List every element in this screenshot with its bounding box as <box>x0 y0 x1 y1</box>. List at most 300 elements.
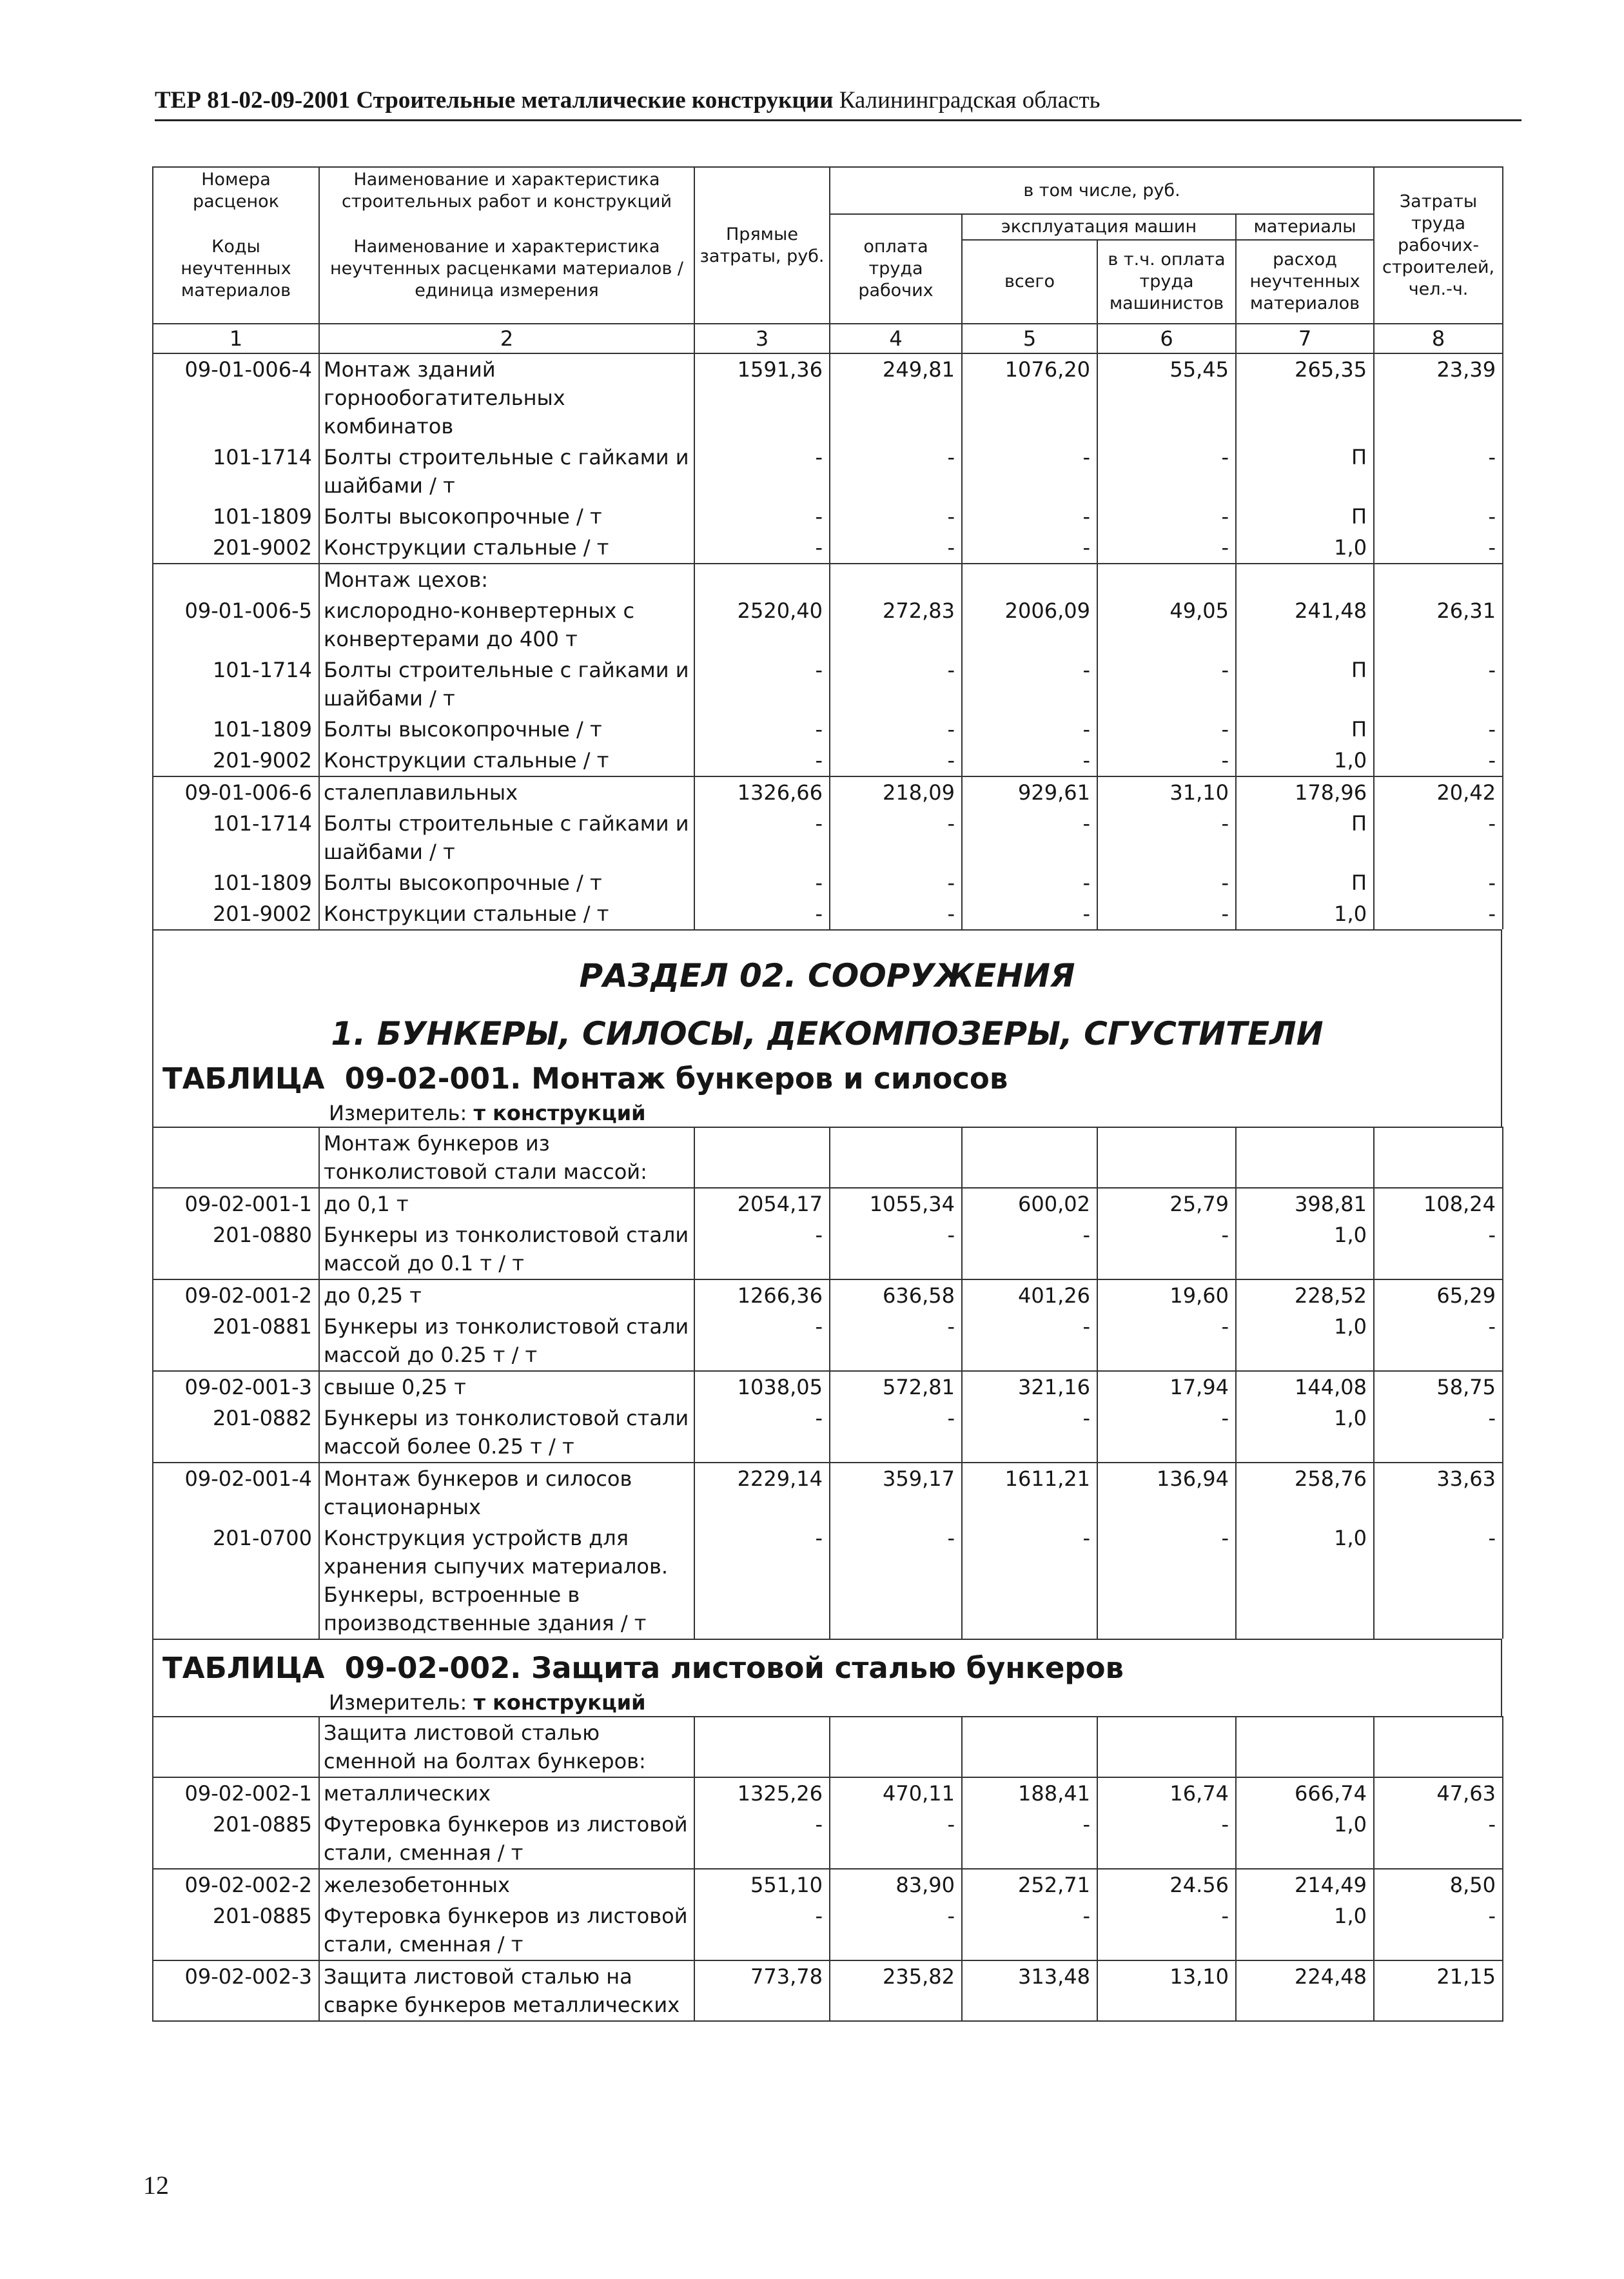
cost-value: - <box>962 1219 1097 1279</box>
cost-value: - <box>830 1219 962 1279</box>
cost-value: - <box>1374 532 1503 564</box>
rate-name: Монтаж бункеров и силосов стационарных <box>319 1463 694 1523</box>
cost-value: 249,81 <box>830 353 962 442</box>
cost-value: - <box>830 655 962 714</box>
table-row <box>153 745 1503 776</box>
rate-code: 09-02-001-4 <box>153 1463 319 1523</box>
column-index: 5 <box>962 324 1097 353</box>
cost-value: - <box>694 1809 830 1869</box>
cost-value: 235,82 <box>830 1960 962 2021</box>
cost-value: - <box>694 1219 830 1279</box>
column-index: 6 <box>1097 324 1236 353</box>
cost-value: - <box>1374 745 1503 776</box>
cost-value: 26,31 <box>1374 595 1503 655</box>
cost-value: - <box>1374 501 1503 532</box>
cost-value: 600,02 <box>962 1188 1097 1219</box>
cost-value: - <box>1097 808 1236 867</box>
rate-code: 09-01-006-4 <box>153 353 319 442</box>
cost-value: - <box>830 714 962 745</box>
rate-name: Монтаж зданий горнообогатительных комбинатов <box>319 353 694 442</box>
meter-label: Измеритель: <box>329 1101 467 1125</box>
cost-value: 321,16 <box>962 1371 1097 1403</box>
table-row <box>153 1127 1503 1188</box>
table-row <box>153 564 1503 595</box>
cost-value: 218,09 <box>830 776 962 808</box>
rate-code: 201-0882 <box>153 1403 319 1463</box>
cost-value: - <box>1374 714 1503 745</box>
cost-value: - <box>1097 1809 1236 1869</box>
cost-value: - <box>1374 808 1503 867</box>
cost-value <box>1236 564 1374 595</box>
cost-value: П <box>1236 655 1374 714</box>
cost-value: 1,0 <box>1236 898 1374 929</box>
cost-value: - <box>1097 501 1236 532</box>
cost-value: - <box>962 501 1097 532</box>
cost-value: 47,63 <box>1374 1777 1503 1809</box>
cost-value: - <box>1097 1900 1236 1960</box>
cost-value <box>1236 1127 1374 1188</box>
cost-value: - <box>1374 1311 1503 1371</box>
col-head-2-top: Наименование и характеристика строительных работ и конструкций <box>319 167 694 214</box>
rates-table-frame <box>152 166 1502 2022</box>
cost-value: 313,48 <box>962 1960 1097 2021</box>
rate-name: металлических <box>319 1777 694 1809</box>
cost-value <box>1097 564 1236 595</box>
cost-value: 398,81 <box>1236 1188 1374 1219</box>
cost-value: 258,76 <box>1236 1463 1374 1523</box>
rate-name: Конструкция устройств для хранения сыпучих материалов. Бункеры, встроенные в производственные здания / т <box>319 1523 694 1639</box>
cost-value: - <box>962 898 1097 929</box>
table-row <box>153 898 1503 929</box>
cost-value: - <box>1374 1403 1503 1463</box>
table-row <box>153 655 1503 714</box>
rate-name: железобетонных <box>319 1869 694 1900</box>
table-row <box>153 595 1503 655</box>
rate-name: Конструкции стальные / т <box>319 532 694 564</box>
rate-code: 09-02-002-2 <box>153 1869 319 1900</box>
cost-value: - <box>830 442 962 501</box>
cost-value: 551,10 <box>694 1869 830 1900</box>
cost-value: П <box>1236 442 1374 501</box>
rate-name: Болты строительные с гайками и шайбами / т <box>319 808 694 867</box>
cost-value <box>962 1717 1097 1777</box>
rate-code: 09-02-001-1 <box>153 1188 319 1219</box>
cost-value: П <box>1236 501 1374 532</box>
cost-value: 65,29 <box>1374 1279 1503 1311</box>
cost-value: - <box>1097 1219 1236 1279</box>
cost-value: 108,24 <box>1374 1188 1503 1219</box>
cost-value <box>694 564 830 595</box>
cost-value: - <box>830 745 962 776</box>
cost-value: - <box>1374 655 1503 714</box>
cost-value: - <box>1374 867 1503 898</box>
cost-value: - <box>1097 1403 1236 1463</box>
cost-value: - <box>1097 655 1236 714</box>
cost-value: - <box>962 442 1097 501</box>
rate-code: 201-9002 <box>153 898 319 929</box>
rate-name: свыше 0,25 т <box>319 1371 694 1403</box>
cost-value: 1055,34 <box>830 1188 962 1219</box>
cost-value: - <box>694 1311 830 1371</box>
cost-value: 2229,14 <box>694 1463 830 1523</box>
cost-value: - <box>694 898 830 929</box>
table-row <box>153 808 1503 867</box>
cost-value: 1326,66 <box>694 776 830 808</box>
col-head-1-top: Номера расценок <box>153 167 319 214</box>
cost-value: 55,45 <box>1097 353 1236 442</box>
cost-value: - <box>694 867 830 898</box>
table-row <box>153 1777 1503 1809</box>
cost-value: 49,05 <box>1097 595 1236 655</box>
rate-code: 101-1714 <box>153 808 319 867</box>
meter-label: Измеритель: <box>329 1690 467 1715</box>
table-label: ТАБЛИЦА <box>162 1061 325 1096</box>
table-meter <box>153 1097 1501 1127</box>
rate-name: Болты высокопрочные / т <box>319 714 694 745</box>
rate-code <box>153 564 319 595</box>
cost-value: 241,48 <box>1236 595 1374 655</box>
cost-value: 2520,40 <box>694 595 830 655</box>
table-row <box>153 353 1503 442</box>
col-head-2-bottom: Наименование и характеристика неучтенных расценками материалов / единица измерения <box>319 214 694 324</box>
table-row <box>153 776 1503 808</box>
cost-value: - <box>830 1809 962 1869</box>
table-row <box>153 1523 1503 1639</box>
rate-name: Бункеры из тонколистовой стали массой до 0.1 т / т <box>319 1219 694 1279</box>
cost-value: 1591,36 <box>694 353 830 442</box>
table-row <box>153 1463 1503 1523</box>
table-row <box>153 501 1503 532</box>
cost-value: - <box>830 808 962 867</box>
rate-name: Монтаж бункеров из тонколистовой стали массой: <box>319 1127 694 1188</box>
header-code: ТЕР 81-02-09-2001 <box>155 87 351 113</box>
cost-value: - <box>962 1403 1097 1463</box>
cost-value: - <box>830 898 962 929</box>
cost-value: 1,0 <box>1236 532 1374 564</box>
column-index: 1 <box>153 324 319 353</box>
cost-value: П <box>1236 808 1374 867</box>
cost-value: 1611,21 <box>962 1463 1097 1523</box>
cost-value: 401,26 <box>962 1279 1097 1311</box>
table-label: ТАБЛИЦА <box>162 1651 325 1685</box>
cost-value: - <box>962 867 1097 898</box>
cost-value: 13,10 <box>1097 1960 1236 2021</box>
table-09-02-002-title <box>152 1639 1502 1716</box>
cost-value: 1,0 <box>1236 745 1374 776</box>
cost-value: - <box>1374 898 1503 929</box>
cost-value <box>1097 1127 1236 1188</box>
col-head-5: всего <box>962 240 1097 324</box>
cost-value: П <box>1236 714 1374 745</box>
cost-value: 17,94 <box>1097 1371 1236 1403</box>
cost-value: - <box>1097 898 1236 929</box>
cost-value: - <box>1097 867 1236 898</box>
cost-value: - <box>1097 745 1236 776</box>
cost-value: 144,08 <box>1236 1371 1374 1403</box>
rate-code <box>153 1717 319 1777</box>
cost-value <box>1374 564 1503 595</box>
meter-value: т конструкций <box>473 1101 646 1125</box>
cost-value: - <box>962 1900 1097 1960</box>
cost-value: - <box>962 532 1097 564</box>
cost-value: 470,11 <box>830 1777 962 1809</box>
rate-name: Монтаж цехов: <box>319 564 694 595</box>
cost-value: - <box>830 501 962 532</box>
cost-value: - <box>962 808 1097 867</box>
running-header <box>155 86 1521 121</box>
cost-value <box>1374 1127 1503 1188</box>
cost-value <box>1374 1717 1503 1777</box>
rate-name: Болты строительные с гайками и шайбами / т <box>319 655 694 714</box>
column-index: 8 <box>1374 324 1503 353</box>
cost-value <box>830 1717 962 1777</box>
cost-value: 23,39 <box>1374 353 1503 442</box>
cost-value: П <box>1236 867 1374 898</box>
table-row <box>153 532 1503 564</box>
rate-code: 09-02-001-3 <box>153 1371 319 1403</box>
cost-value: 1,0 <box>1236 1311 1374 1371</box>
cost-value: - <box>1374 442 1503 501</box>
table-09-02-001-title <box>152 1053 1502 1127</box>
table-row <box>153 867 1503 898</box>
col-head-4: оплата труда рабочих <box>830 214 962 324</box>
cost-value: - <box>694 532 830 564</box>
table-title: Монтаж бункеров и силосов <box>531 1061 1008 1096</box>
rate-code: 101-1809 <box>153 867 319 898</box>
col-head-1-bottom: Коды неучтенных материалов <box>153 214 319 324</box>
page-number: 12 <box>143 2171 169 2200</box>
table-row <box>153 1403 1503 1463</box>
cost-value: 1,0 <box>1236 1523 1374 1639</box>
cost-value <box>830 564 962 595</box>
cost-value <box>694 1127 830 1188</box>
rate-name: до 0,1 т <box>319 1188 694 1219</box>
rate-code: 09-01-006-5 <box>153 595 319 655</box>
cost-value: 1,0 <box>1236 1403 1374 1463</box>
cost-value: 1325,26 <box>694 1777 830 1809</box>
cost-value: - <box>962 745 1097 776</box>
cost-value: 228,52 <box>1236 1279 1374 1311</box>
cost-value: - <box>830 532 962 564</box>
column-index: 2 <box>319 324 694 353</box>
cost-value: - <box>830 1403 962 1463</box>
cost-value <box>962 564 1097 595</box>
table-row <box>153 1219 1503 1279</box>
col-group-machines: эксплуатация машин <box>962 214 1236 240</box>
table-09-02-001 <box>152 1127 1503 1639</box>
rate-code: 201-0880 <box>153 1219 319 1279</box>
cost-value: - <box>694 442 830 501</box>
cost-value: - <box>694 1900 830 1960</box>
rate-code: 09-01-006-6 <box>153 776 319 808</box>
table-meter <box>153 1686 1501 1716</box>
cost-value <box>1236 1717 1374 1777</box>
cost-value: 252,71 <box>962 1869 1097 1900</box>
rate-code: 201-0700 <box>153 1523 319 1639</box>
cost-value: 188,41 <box>962 1777 1097 1809</box>
cost-value: 1,0 <box>1236 1809 1374 1869</box>
table-row <box>153 1960 1503 2021</box>
cost-value: - <box>694 1523 830 1639</box>
cost-value: 1,0 <box>1236 1900 1374 1960</box>
cost-value: 666,74 <box>1236 1777 1374 1809</box>
table-row <box>153 1717 1503 1777</box>
cost-value: - <box>962 1311 1097 1371</box>
cost-value: - <box>694 808 830 867</box>
column-index: 3 <box>694 324 830 353</box>
col-head-8: Затраты труда рабочих-строителей, чел.-ч. <box>1374 167 1503 324</box>
cost-value: 2054,17 <box>694 1188 830 1219</box>
col-group-header: в том числе, руб. <box>830 167 1374 214</box>
cost-value: 773,78 <box>694 1960 830 2021</box>
rate-name: Защита листовой сталью на сварке бункеров металлических <box>319 1960 694 2021</box>
cost-value: 929,61 <box>962 776 1097 808</box>
rate-code: 09-02-001-2 <box>153 1279 319 1311</box>
cost-value: - <box>962 655 1097 714</box>
cost-value: 1266,36 <box>694 1279 830 1311</box>
rate-code: 201-9002 <box>153 745 319 776</box>
cost-value: 19,60 <box>1097 1279 1236 1311</box>
cost-value: 636,58 <box>830 1279 962 1311</box>
rate-name: Конструкции стальные / т <box>319 745 694 776</box>
col-head-3: Прямые затраты, руб. <box>694 167 830 324</box>
cost-value: 33,63 <box>1374 1463 1503 1523</box>
header-region: Калининградская область <box>839 87 1101 113</box>
rate-code: 201-0885 <box>153 1809 319 1869</box>
rate-code: 201-0885 <box>153 1900 319 1960</box>
cost-value: - <box>1097 442 1236 501</box>
col-head-6: в т.ч. оплата труда машинистов <box>1097 240 1236 324</box>
col-group-materials: материалы <box>1236 214 1374 240</box>
cost-value: - <box>962 1809 1097 1869</box>
cost-value: - <box>694 745 830 776</box>
cost-value: 178,96 <box>1236 776 1374 808</box>
cost-value: 2006,09 <box>962 595 1097 655</box>
rate-name: Футеровка бункеров из листовой стали, сменная / т <box>319 1809 694 1869</box>
rate-code: 201-9002 <box>153 532 319 564</box>
cost-value: 1038,05 <box>694 1371 830 1403</box>
section-title: РАЗДЕЛ 02. СООРУЖЕНИЯ <box>579 957 1075 994</box>
table-number: 09-02-001. <box>344 1061 522 1096</box>
col-head-7: расход неучтенных материалов <box>1236 240 1374 324</box>
table-row <box>153 1809 1503 1869</box>
rate-code: 101-1809 <box>153 501 319 532</box>
cost-value: 20,42 <box>1374 776 1503 808</box>
rate-name: Бункеры из тонколистовой стали массой до 0.25 т / т <box>319 1311 694 1371</box>
cost-value: 272,83 <box>830 595 962 655</box>
rate-code: 101-1714 <box>153 655 319 714</box>
cost-value: - <box>962 714 1097 745</box>
cost-value: - <box>830 1311 962 1371</box>
table-row <box>153 1371 1503 1403</box>
meter-value: т конструкций <box>473 1690 646 1715</box>
rate-name: Конструкции стальные / т <box>319 898 694 929</box>
table-title: Защита листовой сталью бункеров <box>531 1651 1124 1685</box>
section-subtitle: 1. БУНКЕРЫ, СИЛОСЫ, ДЕКОМПОЗЕРЫ, СГУСТИТЕЛИ <box>331 1015 1324 1052</box>
table-row <box>153 1869 1503 1900</box>
cost-value: 8,50 <box>1374 1869 1503 1900</box>
rate-code: 201-0881 <box>153 1311 319 1371</box>
rate-code: 101-1714 <box>153 442 319 501</box>
cost-value: 572,81 <box>830 1371 962 1403</box>
cost-value: - <box>1374 1900 1503 1960</box>
cost-value: - <box>830 1900 962 1960</box>
cost-value: - <box>1374 1809 1503 1869</box>
cost-value: - <box>694 655 830 714</box>
table-row <box>153 1900 1503 1960</box>
table-row <box>153 714 1503 745</box>
cost-value: 25,79 <box>1097 1188 1236 1219</box>
header-title: Строительные металлические конструкции <box>356 87 834 113</box>
rate-name: Болты высокопрочные / т <box>319 867 694 898</box>
cost-value <box>694 1717 830 1777</box>
cost-value: - <box>694 501 830 532</box>
cost-value: 265,35 <box>1236 353 1374 442</box>
cost-value: 21,15 <box>1374 1960 1503 2021</box>
table-09-02-002 <box>152 1716 1503 2022</box>
cost-value: - <box>1097 714 1236 745</box>
cost-value: 1,0 <box>1236 1219 1374 1279</box>
cost-value: - <box>694 1403 830 1463</box>
cost-value <box>962 1127 1097 1188</box>
cost-value: - <box>830 1523 962 1639</box>
cost-value: 224,48 <box>1236 1960 1374 2021</box>
table-row <box>153 442 1503 501</box>
column-index: 7 <box>1236 324 1374 353</box>
cost-value <box>1097 1717 1236 1777</box>
cost-value: 136,94 <box>1097 1463 1236 1523</box>
rate-name: сталеплавильных <box>319 776 694 808</box>
cost-value: - <box>962 1523 1097 1639</box>
table-row <box>153 1311 1503 1371</box>
cost-value: - <box>1097 532 1236 564</box>
cost-value: - <box>1374 1219 1503 1279</box>
table-row <box>153 1279 1503 1311</box>
rate-name: Защита листовой сталью сменной на болтах бункеров: <box>319 1717 694 1777</box>
cost-value: 359,17 <box>830 1463 962 1523</box>
rate-name: кислородно-конвертерных с конвертерами до 400 т <box>319 595 694 655</box>
rate-name: Футеровка бункеров из листовой стали, сменная / т <box>319 1900 694 1960</box>
cost-value: - <box>830 867 962 898</box>
cost-value: - <box>694 714 830 745</box>
rate-name: Бункеры из тонколистовой стали массой более 0.25 т / т <box>319 1403 694 1463</box>
rate-code: 09-02-002-1 <box>153 1777 319 1809</box>
column-index-row <box>153 324 1503 353</box>
cost-value <box>830 1127 962 1188</box>
cost-value: - <box>1097 1311 1236 1371</box>
table-row <box>153 1188 1503 1219</box>
section-02 <box>152 929 1502 1053</box>
cost-value: 16,74 <box>1097 1777 1236 1809</box>
table-number: 09-02-002. <box>344 1651 522 1685</box>
cost-value: 24.56 <box>1097 1869 1236 1900</box>
rates-table <box>152 166 1503 929</box>
rate-name: Болты строительные с гайками и шайбами / т <box>319 442 694 501</box>
rate-code <box>153 1127 319 1188</box>
rate-code: 09-02-002-3 <box>153 1960 319 2021</box>
cost-value: 1076,20 <box>962 353 1097 442</box>
rate-name: до 0,25 т <box>319 1279 694 1311</box>
cost-value: 58,75 <box>1374 1371 1503 1403</box>
cost-value: - <box>1097 1523 1236 1639</box>
cost-value: 31,10 <box>1097 776 1236 808</box>
rate-name: Болты высокопрочные / т <box>319 501 694 532</box>
cost-value: 214,49 <box>1236 1869 1374 1900</box>
cost-value: - <box>1374 1523 1503 1639</box>
cost-value: 83,90 <box>830 1869 962 1900</box>
rate-code: 101-1809 <box>153 714 319 745</box>
column-index: 4 <box>830 324 962 353</box>
